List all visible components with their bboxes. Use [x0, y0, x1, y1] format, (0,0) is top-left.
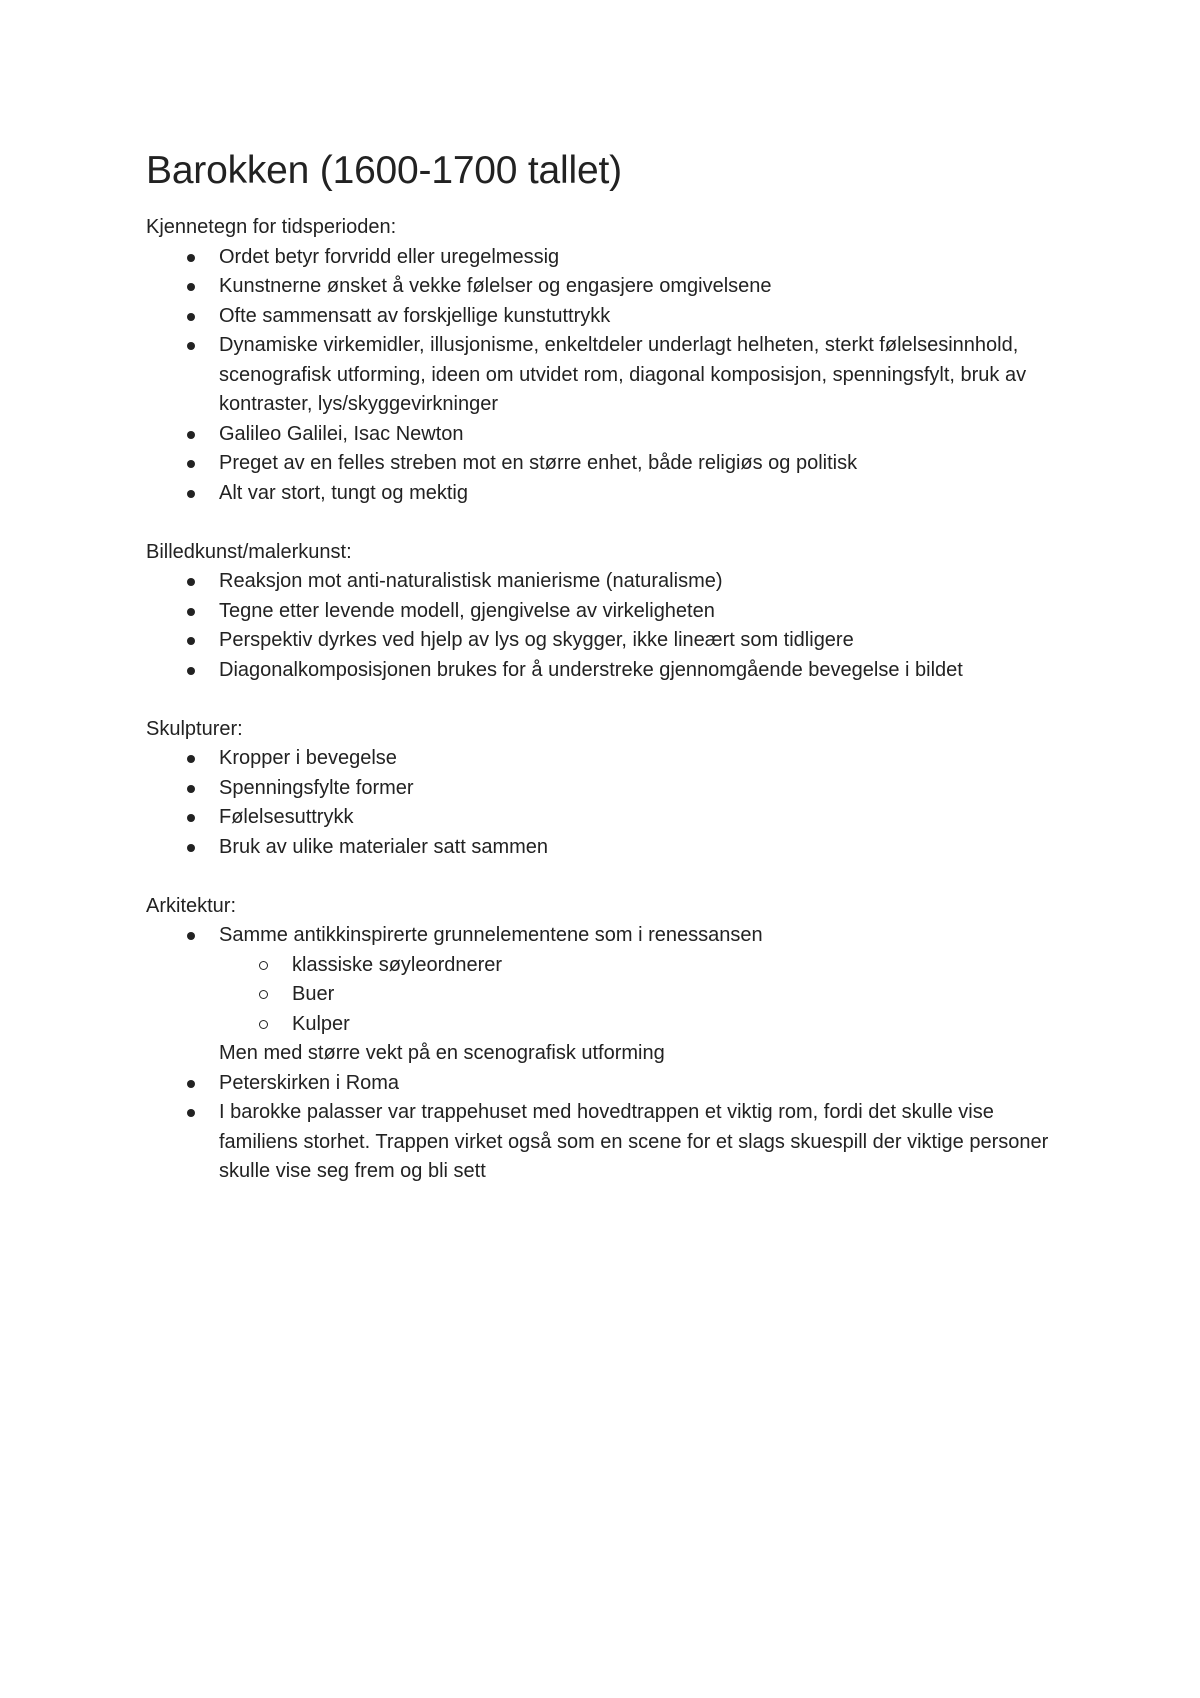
sub-list-item: Kulper — [219, 1010, 1076, 1040]
section-kjennetegn — [146, 213, 1076, 508]
list-item: Preget av en felles streben mot en større enhet, både religiøs og politisk — [146, 449, 1076, 479]
sub-list-item: Buer — [219, 980, 1076, 1010]
list-item: Bruk av ulike materialer satt sammen — [146, 833, 1076, 863]
list-item: Dynamiske virkemidler, illusjonisme, enkeltdeler underlagt helheten, sterkt følelsesinnhold, scenografisk utforming, ideen om utvidet rom, diagonal komposisjon, spenningsfylt, bruk av kontraster, lys/skyggevirkninger — [146, 331, 1076, 420]
section-heading: Skulpturer: — [146, 717, 243, 740]
document-page — [146, 148, 1076, 1216]
section-heading: Arkitektur: — [146, 894, 237, 917]
section-heading: Kjennetegn for tidsperioden: — [146, 216, 397, 238]
list-item: Spenningsfylte former — [146, 774, 1076, 804]
sub-bullet-list — [219, 951, 1076, 1040]
list-item: Alt var stort, tungt og mektig — [146, 479, 1076, 509]
list-item: Tegne etter levende modell, gjengivelse av virkeligheten — [146, 597, 1076, 627]
list-item: Samme antikkinspirerte grunnelementene som i renessansen klassiske søyleordnerer Buer Kulper — [146, 921, 1076, 1039]
list-item: Reaksjon mot anti-naturalistisk manierisme (naturalisme) — [146, 567, 1076, 597]
list-item: I barokke palasser var trappehuset med hovedtrappen et viktig rom, fordi det skulle vise familiens storhet. Trappen virket også som en scene for et slags skuespill der viktige personer skulle vise seg frem og bli sett — [146, 1098, 1076, 1187]
list-item: Ordet betyr forvridd eller uregelmessig — [146, 243, 1076, 273]
bullet-list — [146, 243, 1076, 509]
bullet-list — [146, 921, 1076, 1187]
page-title: Barokken (1600-1700 tallet) — [146, 149, 622, 192]
list-item: Peterskirken i Roma — [146, 1069, 1076, 1099]
list-item: Følelsesuttrykk — [146, 803, 1076, 833]
section-arkitektur — [146, 892, 1076, 1187]
bullet-list — [146, 744, 1076, 862]
list-item: Kunstnerne ønsket å vekke følelser og engasjere omgivelsene — [146, 272, 1076, 302]
list-item: Kropper i bevegelse — [146, 744, 1076, 774]
bullet-list — [146, 567, 1076, 685]
section-billedkunst — [146, 538, 1076, 686]
list-item: Perspektiv dyrkes ved hjelp av lys og skygger, ikke lineært som tidligere — [146, 626, 1076, 656]
list-item: Diagonalkomposisjonen brukes for å understreke gjennomgående bevegelse i bildet — [146, 656, 1076, 686]
section-skulpturer — [146, 715, 1076, 863]
list-item: Ofte sammensatt av forskjellige kunstuttrykk — [146, 302, 1076, 332]
section-heading: Billedkunst/malerkunst: — [146, 540, 352, 563]
list-item: Galileo Galilei, Isac Newton — [146, 420, 1076, 450]
list-continuation: Men med større vekt på en scenografisk utforming — [219, 1042, 665, 1064]
sub-list-item: klassiske søyleordnerer — [219, 951, 1076, 981]
